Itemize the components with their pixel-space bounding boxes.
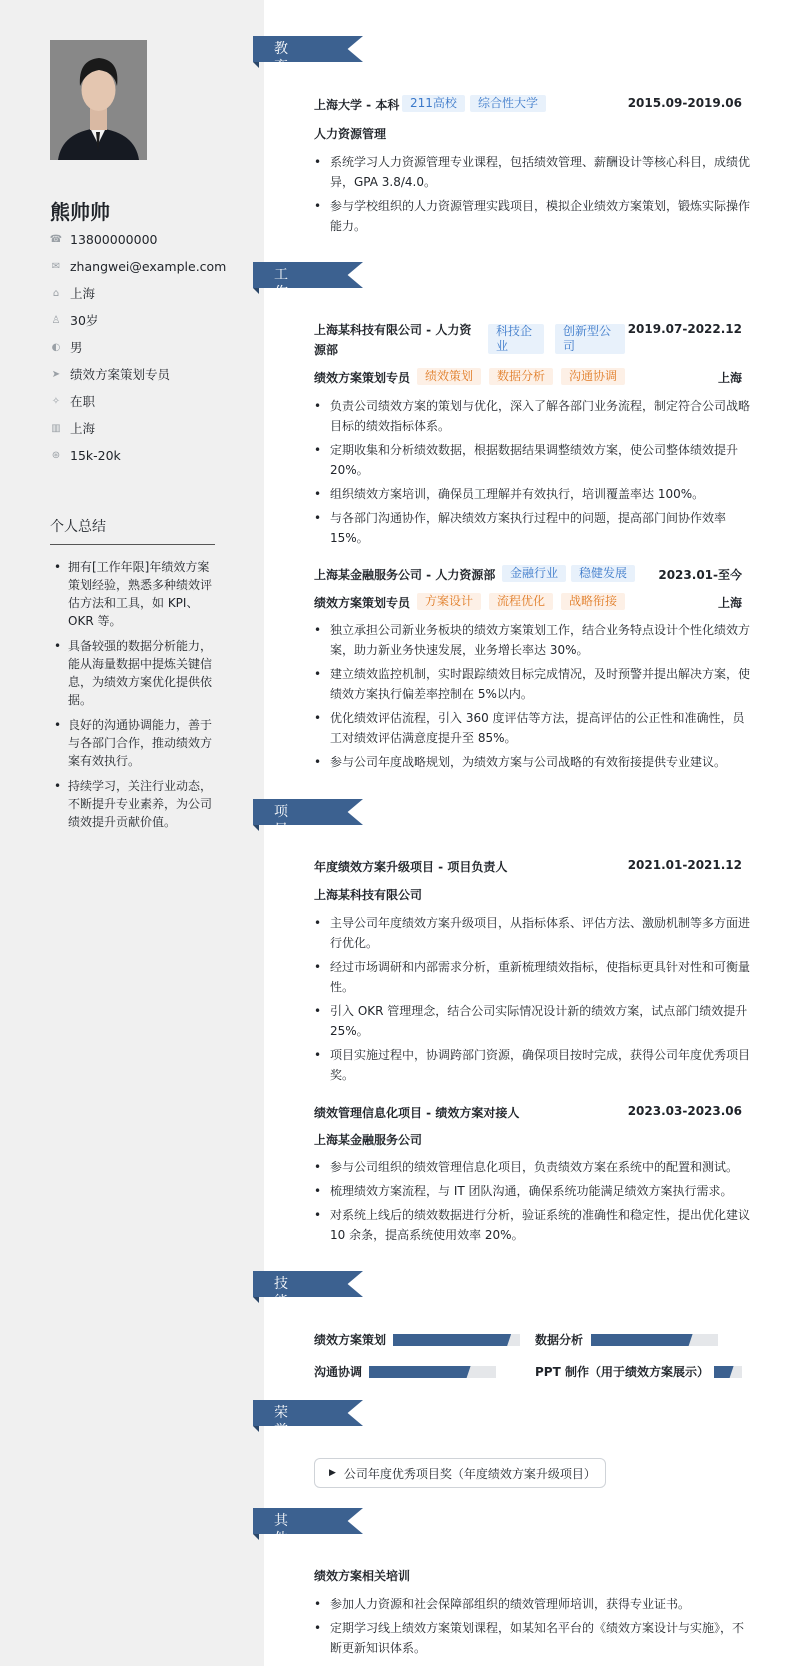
candidate-name: 熊帅帅 [50,200,110,224]
info-location [50,284,95,302]
summary-item: • 拥有[工作年限]年绩效方案策划经验，熟悉多种绩效评估方法和工具，如 KPI、OKR 等。 [50,558,216,630]
project-bullet: • 对系统上线后的绩效数据进行分析，验证系统的准确性和稳定性，提出优化建议 10 余条，提高系统使用效率 20%。 [314,1205,755,1245]
skill-bar-fill [714,1366,734,1378]
status-text: 在职 [70,394,96,409]
phone-icon: ☎ [49,233,63,245]
project-bullet: • 经过市场调研和内部需求分析，重新梳理绩效指标，使指标更具针对性和可衡量性。 [314,957,755,997]
award-item[interactable] [314,1458,606,1488]
education-tag: 综合性大学 [470,95,546,112]
work-bullet: • 负责公司绩效方案的策划与优化，深入了解各部门业务流程，制定符合公司战略目标的绩效指标体系。 [314,396,755,436]
cake-icon: ♙ [51,314,61,326]
work-date: 2023.01-至今 [658,568,742,582]
other-bullet: • 定期学习线上绩效方案策划课程，如某知名平台的《绩效方案设计与实施》，不断更新知识体系。 [314,1618,755,1658]
work-company: 上海某科技有限公司 - 人力资源部 [314,323,472,357]
skill-bar [714,1366,742,1378]
work-bullet: • 组织绩效方案培训，确保员工理解并有效执行，培训覆盖率达 100%。 [314,484,755,504]
project-date: 2023.03-2023.06 [627,1104,742,1118]
work-city: 上海 [717,596,742,610]
section-title: 项目经历 [274,804,288,874]
info-status [50,392,95,410]
section-title: 荣誉奖项 [274,1405,288,1475]
education-tag: 211高校 [402,95,465,112]
work-role-tag: 沟通协调 [561,368,625,385]
summary-item: • 良好的沟通协调能力，善于与各部门合作，推动绩效方案有效执行。 [50,716,216,770]
skill-bar-fill [591,1334,693,1346]
status-icon: ✧ [51,395,61,407]
award-text: 公司年度优秀项目奖（年度绩效方案升级项目） [343,1466,596,1481]
info-age [50,311,98,329]
position-text: 绩效方案策划专员 [70,367,171,382]
work-bullet: • 定期收集和分析绩效数据，根据数据结果调整绩效方案，使公司整体绩效提升 20%。 [314,440,755,480]
info-email [50,257,226,275]
info-gender [50,338,83,356]
work-tag: 创新型公司 [555,324,625,354]
summary-list [50,558,216,838]
age-text: 30岁 [70,313,99,328]
location-text: 上海 [70,286,96,301]
phone-text: 13800000000 [70,231,158,247]
info-salary [50,446,121,464]
work-bullet: • 参与公司年度战略规划，为绩效方案与公司战略的有效衔接提供专业建议。 [314,752,755,772]
work-role-tag: 战略衔接 [561,593,625,610]
summary-divider [50,544,215,545]
skill-name: PPT 制作（用于绩效方案展示） [535,1365,709,1379]
info-work-city [50,419,95,437]
project-date: 2021.01-2021.12 [627,858,742,872]
project-company: 上海某金融服务公司 [314,1133,423,1147]
skill-bar [369,1366,496,1378]
skill-name: 绩效方案策划 [314,1333,387,1347]
skill-name: 数据分析 [535,1333,584,1347]
work-bullet: • 独立承担公司新业务板块的绩效方案策划工作，结合业务特点设计个性化绩效方案，助力新业务快速发展，业务增长率达 30%。 [314,620,755,660]
work-date: 2019.07-2022.12 [627,322,742,336]
work-tag: 稳健发展 [571,565,635,582]
project-title: 年度绩效方案升级项目 - 项目负责人 [314,860,508,874]
section-title: 教育经历 [274,41,288,111]
work-company: 上海某金融服务公司 - 人力资源部 [314,568,496,582]
skill-bar [393,1334,520,1346]
work-bullet: • 建立绩效监控机制，实时跟踪绩效目标完成情况，及时预警并提出解决方案，使绩效方案执行偏差率控制在 5%以内。 [314,664,755,704]
project-bullet: • 梳理绩效方案流程，与 IT 团队沟通，确保系统功能满足绩效方案执行需求。 [314,1181,755,1201]
gender-text: 男 [70,340,83,355]
project-bullet: • 引入 OKR 管理理念，结合公司实际情况设计新的绩效方案，试点部门绩效提升 25%。 [314,1001,755,1041]
salary-icon: ⊛ [51,449,61,461]
education-bullet: • 参与学校组织的人力资源管理实践项目，模拟企业绩效方案策划，锻炼实际操作能力。 [314,196,755,236]
gender-icon: ◐ [51,341,61,353]
work-role-tag: 数据分析 [489,368,553,385]
project-bullet: • 参与公司组织的绩效管理信息化项目，负责绩效方案在系统中的配置和测试。 [314,1157,755,1177]
work-role: 绩效方案策划专员 [314,596,411,610]
summary-item: • 具备较强的数据分析能力，能从海量数据中提炼关键信息，为绩效方案优化提供依据。 [50,637,216,709]
work-role-tag: 绩效策划 [417,368,481,385]
avatar [50,40,147,160]
home-icon: ⌂ [52,287,60,299]
section-title: 技能专长 [274,1276,288,1346]
education-school: 上海大学 - 本科 [314,98,400,112]
sidebar [0,0,264,1666]
building-icon: ▥ [51,422,61,434]
project-bullet: • 项目实施过程中，协调跨部门资源，确保项目按时完成，获得公司年度优秀项目奖。 [314,1045,755,1085]
summary-item: • 持续学习，关注行业动态，不断提升专业素养，为公司绩效提升贡献价值。 [50,777,216,831]
section-title: 工作经历 [274,267,288,337]
other-title: 绩效方案相关培训 [314,1569,411,1583]
project-company: 上海某科技有限公司 [314,888,423,902]
work-city-text: 上海 [70,421,96,436]
work-role: 绩效方案策划专员 [314,371,411,385]
project-bullet: • 主导公司年度绩效方案升级项目，从指标体系、评估方法、激励机制等多方面进行优化。 [314,913,755,953]
triangle-right-icon: ▶ [329,1468,336,1478]
avatar-portrait [50,40,147,160]
work-role-tag: 流程优化 [489,593,553,610]
work-tag: 科技企业 [488,324,544,354]
send-icon: ➤ [51,368,61,380]
education-bullet: • 系统学习人力资源管理专业课程，包括绩效管理、薪酬设计等核心科目，成绩优异，GPA 3.8/4.0。 [314,152,755,192]
salary-text: 15k-20k [70,447,121,463]
email-text: zhangwei@example.com [70,258,227,274]
work-city: 上海 [717,371,742,385]
other-bullet: • 参加人力资源和社会保障部组织的绩效管理师培训，获得专业证书。 [314,1594,755,1614]
skill-bar-fill [369,1366,471,1378]
work-tag: 金融行业 [502,565,566,582]
work-bullet: • 优化绩效评估流程，引入 360 度评估等方法，提高评估的公正性和准确性，员工对绩效评估满意度提升至 85%。 [314,708,755,748]
project-title: 绩效管理信息化项目 - 绩效方案对接人 [314,1106,520,1120]
section-title: 其他信息 [274,1513,288,1583]
education-major: 人力资源管理 [314,127,387,141]
mail-icon: ✉ [51,260,61,272]
summary-title: 个人总结 [50,519,106,535]
info-phone [50,230,157,248]
skill-bar-fill [393,1334,511,1346]
info-position [50,365,170,383]
work-role-tag: 方案设计 [417,593,481,610]
work-bullet: • 与各部门沟通协作，解决绩效方案执行过程中的问题，提高部门间协作效率 15%。 [314,508,755,548]
skill-name: 沟通协调 [314,1365,363,1379]
education-date: 2015.09-2019.06 [627,96,742,110]
skill-bar [591,1334,718,1346]
